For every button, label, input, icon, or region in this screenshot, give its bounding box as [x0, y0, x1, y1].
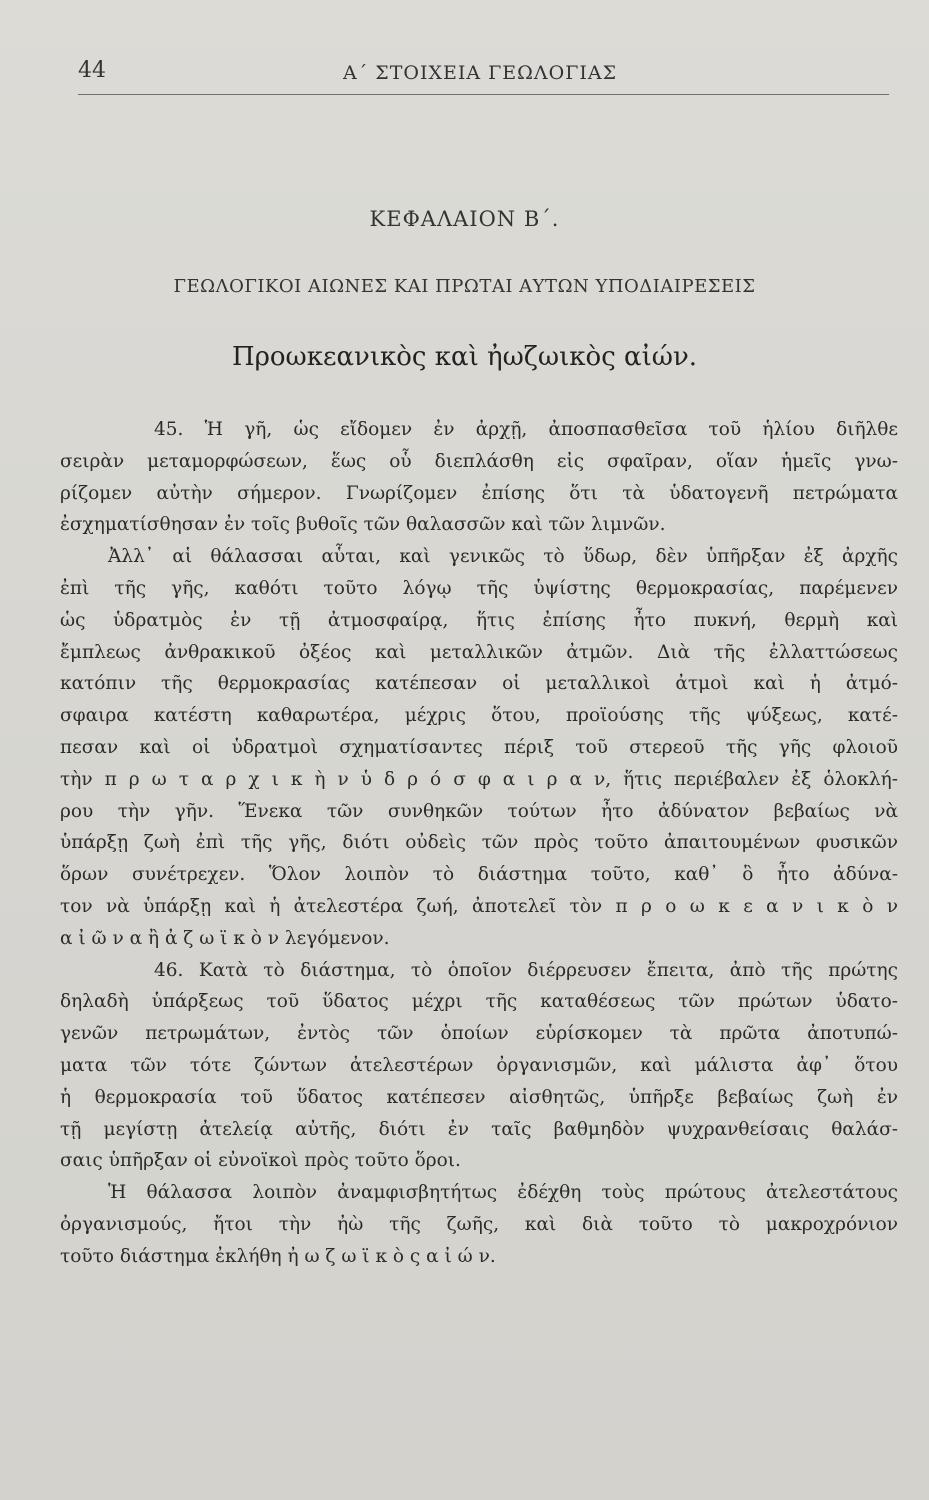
text-line: σφαιρα κατέστη καθαρωτέρα, μέχρις ὅτου, προϊούσης τῆς ψύξεως, κατέ-	[60, 705, 898, 727]
page-number: 44	[78, 58, 106, 83]
text-line: 45. Ἡ γῆ, ὡς εἴδομεν ἐν ἀρχῇ, ἀποσπασθεῖσα τοῦ ἡλίου διῆλθε	[154, 419, 898, 440]
text-line: ἡ θερμοκρασία τοῦ ὕδατος κατέπεσεν αἰσθητῶς, ὑπῆρξε βεβαίως ζωὴ ἐν	[60, 1086, 898, 1108]
text-line: τον νὰ ὑπάρξῃ καὶ ἡ ἀτελεστέρα ζωή, ἀποτελεῖ τὸν π ρ ο ω κ ε α ν ι κ ὸ ν	[60, 895, 898, 917]
text-line: δηλαδὴ ὑπάρξεως τοῦ ὕδατος μέχρι τῆς καταθέσεως τῶν πρώτων ὑδατο-	[60, 991, 898, 1013]
text-line: ρίζομεν αὐτὴν σήμερον. Γνωρίζομεν ἐπίσης ὅτι τὰ ὑδατογενῆ πετρώματα	[60, 482, 898, 504]
text-line: ἐπὶ τῆς γῆς, καθότι τοῦτο λόγῳ τῆς ὑψίστης θερμοκρασίας, παρέμενεν	[60, 577, 898, 599]
text-line: γενῶν πετρωμάτων, ἐντὸς τῶν ὁποίων εὑρίσκομεν τὰ πρῶτα ἀποτυπώ-	[60, 1023, 898, 1045]
running-header	[78, 58, 889, 95]
text-line: 46. Κατὰ τὸ διάστημα, τὸ ὁποῖον διέρρευσεν ἔπειτα, ἀπὸ τῆς πρώτης	[154, 959, 898, 981]
text-line: σειρὰν μεταμορφώσεων, ἕως οὗ διεπλάσθη εἰς σφαῖραν, οἵαν ἡμεῖς γνω-	[60, 450, 898, 472]
text-line: ὡς ὑδρατμὸς ἐν τῇ ἀτμοσφαίρᾳ, ἥτις ἐπίσης ἦτο πυκνή, θερμὴ καὶ	[60, 609, 898, 631]
text-line: ὅρων συνέτρεχεν. Ὅλον λοιπὸν τὸ διάστημα τοῦτο, καθ᾽ ὃ ἦτο ἀδύνα-	[60, 864, 898, 886]
text-line: Ἡ θάλασσα λοιπὸν ἀναμφισβητήτως ἐδέχθη τοὺς πρώτους ἀτελεστάτους	[108, 1182, 898, 1204]
text-line: τῇ μεγίστῃ ἀτελείᾳ αὐτῆς, διότι ἐν ταῖς βαθμηδὸν ψυχρανθείσαις θαλάσ-	[60, 1118, 898, 1140]
text-line: ὑπάρξῃ ζωὴ ἐπὶ τῆς γῆς, διότι οὐδεὶς τῶν πρὸς τοῦτο ἀπαιτουμένων φυσικῶν	[60, 832, 898, 854]
text-line: τὴν π ρ ω τ α ρ χ ι κ ὴ ν ὑ δ ρ ό σ φ α ι ρ α ν, ἥτις περιέβαλεν ἐξ ὁλοκλή-	[60, 768, 898, 790]
text-line: σαις ὑπῆρξαν οἱ εὐνοϊκοὶ πρὸς τοῦτο ὅροι.	[60, 1150, 461, 1172]
section-title: Προωκεανικὸς καὶ ἠωζωικὸς αἰών.	[231, 342, 698, 372]
text-line: Ἀλλ᾽ αἱ θάλασσαι αὗται, καὶ γενικῶς τὸ ὕδωρ, δὲν ὑπῆρξαν ἐξ ἀρχῆς	[108, 546, 898, 568]
chapter-subheading: ΓΕΩΛΟΓΙΚΟΙ ΑΙΩΝΕΣ ΚΑΙ ΠΡΩΤΑΙ ΑΥΤΩΝ ΥΠΟΔΙΑΙΡΕΣΕΙΣ	[173, 276, 756, 297]
running-title: Α΄ ΣΤΟΙΧΕΙΑ ΓΕΩΛΟΓΙΑΣ	[343, 62, 618, 84]
text-line: ἔμπλεως ἀνθρακικοῦ ὀξέος καὶ μεταλλικῶν ἀτμῶν. Διὰ τῆς ἐλλαττώσεως	[60, 641, 898, 663]
chapter-heading: ΚΕΦΑΛΑΙΟΝ Β΄.	[369, 207, 560, 231]
text-line: κατόπιν τῆς θερμοκρασίας κατέπεσαν οἱ μεταλλικοὶ ἀτμοὶ καὶ ἡ ἀτμό-	[60, 673, 898, 695]
body-text	[60, 414, 898, 1273]
text-line: ρου τὴν γῆν. Ἕνεκα τῶν συνθηκῶν τούτων ἦτο ἀδύνατον βεβαίως νὰ	[60, 800, 898, 822]
text-line: ὀργανισμούς, ἤτοι τὴν ἠὼ τῆς ζωῆς, καὶ διὰ τοῦτο τὸ μακροχρόνιον	[60, 1213, 898, 1235]
text-line: ματα τῶν τότε ζώντων ἀτελεστέρων ὀργανισμῶν, καὶ μάλιστα ἀφ᾽ ὅτου	[60, 1054, 898, 1076]
text-line: πεσαν καὶ οἱ ὑδρατμοὶ σχηματίσαντες πέριξ τοῦ στερεοῦ τῆς γῆς φλοιοῦ	[60, 736, 898, 758]
text-line: α ἰ ῶ ν α ἢ ἀ ζ ω ϊ κ ὸ ν λεγόμενον.	[60, 927, 390, 949]
text-line: τοῦτο διάστημα ἐκλήθη ἠ ω ζ ω ϊ κ ὸ ς α ἰ ώ ν.	[60, 1245, 496, 1267]
text-line: ἐσχηματίσθησαν ἐν τοῖς βυθοῖς τῶν θαλασσῶν καὶ τῶν λιμνῶν.	[60, 514, 666, 536]
